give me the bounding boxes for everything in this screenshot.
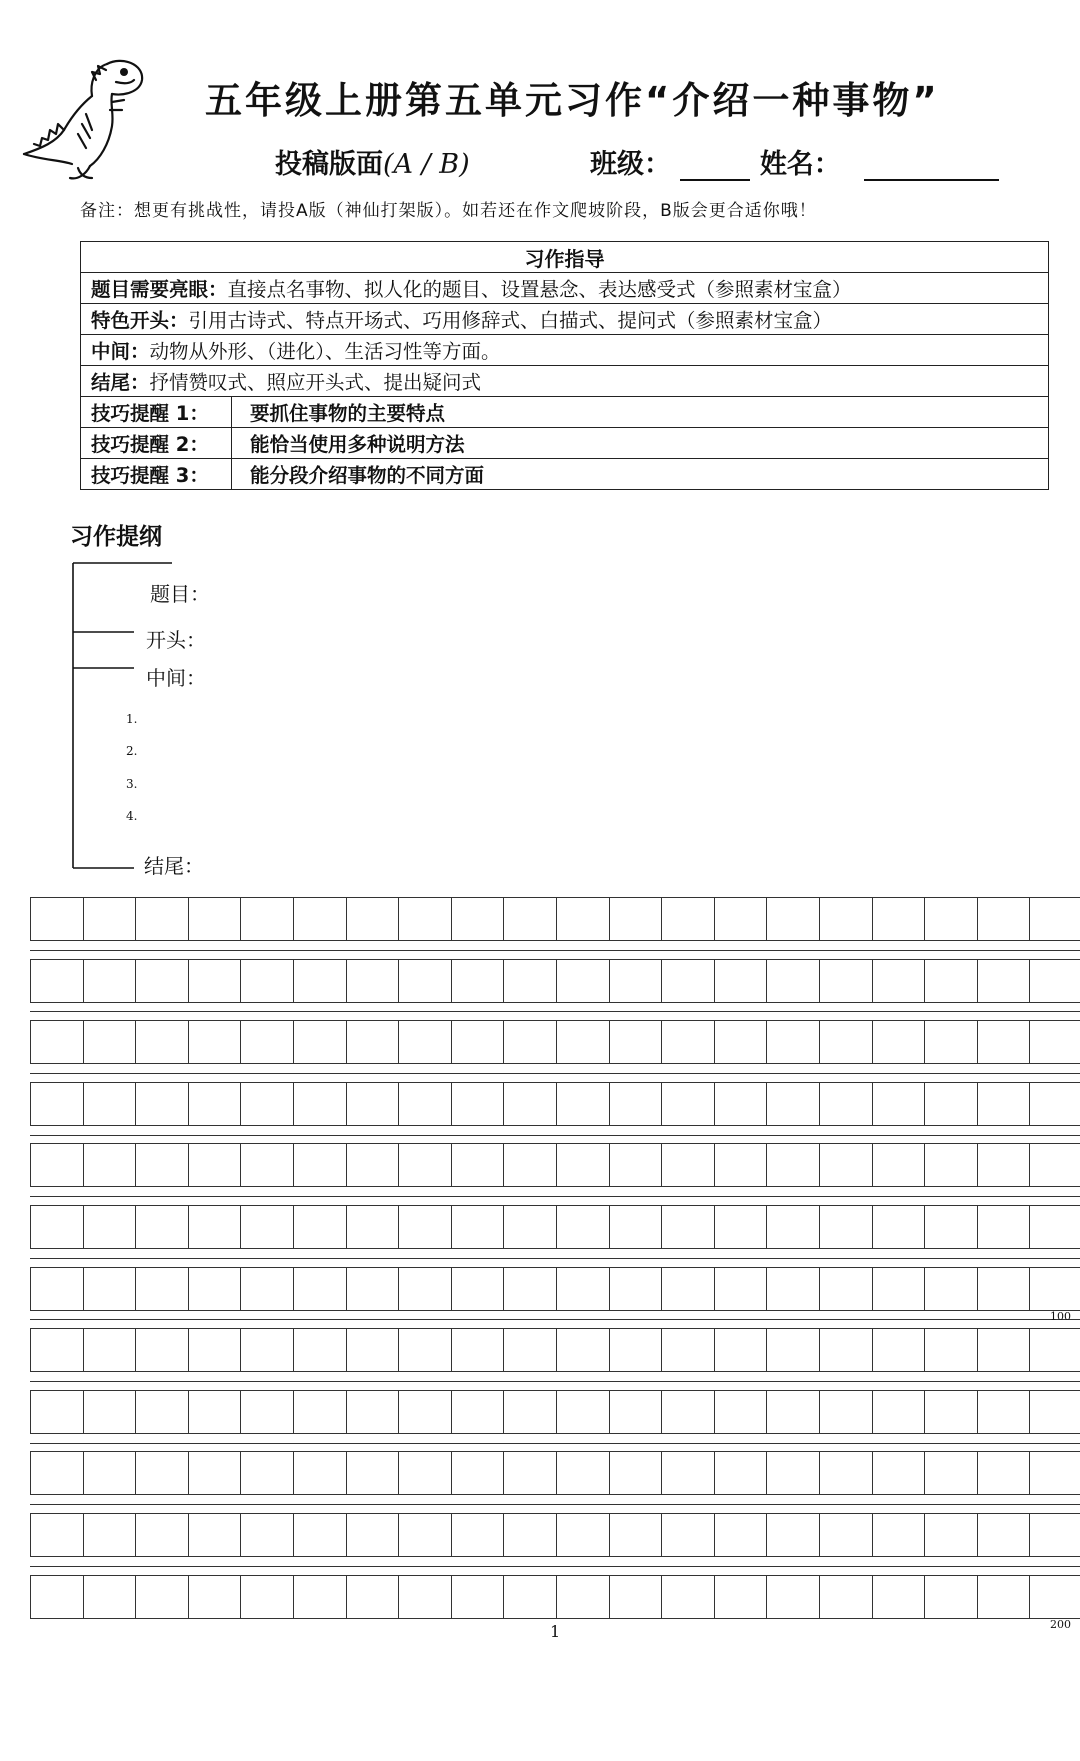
grid-cell[interactable] (240, 1143, 293, 1187)
grid-cell[interactable] (714, 1267, 767, 1311)
grid-cell[interactable] (609, 1143, 662, 1187)
grid-cell[interactable] (503, 1390, 556, 1434)
grid-cell[interactable] (346, 1205, 399, 1249)
grid-row (30, 1390, 1080, 1434)
grid-cell[interactable] (503, 1575, 556, 1619)
name-blank[interactable] (864, 151, 999, 181)
grid-cell[interactable] (872, 1390, 925, 1434)
grid-cell[interactable] (398, 1513, 451, 1557)
grid-cell[interactable] (83, 1082, 136, 1126)
grid-cell[interactable] (135, 1575, 188, 1619)
grid-cell[interactable] (714, 1082, 767, 1126)
grid-cell[interactable] (503, 1513, 556, 1557)
grid-cell[interactable] (188, 1143, 241, 1187)
grid-cell[interactable] (188, 1513, 241, 1557)
grid-cell[interactable] (609, 1451, 662, 1495)
grid-cell[interactable] (924, 1390, 977, 1434)
grid-cell[interactable] (1029, 1390, 1080, 1434)
grid-row (30, 1328, 1080, 1372)
grid-cell[interactable] (714, 1451, 767, 1495)
grid-cell[interactable] (240, 1575, 293, 1619)
grid-cell[interactable] (451, 897, 504, 941)
grid-cell[interactable] (977, 1451, 1030, 1495)
grid-cell[interactable] (83, 897, 136, 941)
grid-cell[interactable] (503, 1328, 556, 1372)
grid-cell[interactable] (556, 1575, 609, 1619)
grid-cell[interactable] (503, 1205, 556, 1249)
grid-cell[interactable] (188, 897, 241, 941)
grid-cell[interactable] (135, 959, 188, 1003)
grid-cell[interactable] (977, 897, 1030, 941)
grid-cell[interactable] (503, 1451, 556, 1495)
grid-cell[interactable] (503, 1143, 556, 1187)
grid-cell[interactable] (451, 1020, 504, 1064)
grid-cell[interactable] (83, 1328, 136, 1372)
grid-cell[interactable] (609, 1575, 662, 1619)
grid-cell[interactable] (609, 1328, 662, 1372)
grid-cell[interactable] (766, 1575, 819, 1619)
grid-cell[interactable] (1029, 959, 1080, 1003)
grid-cell[interactable] (30, 1390, 83, 1434)
grid-cell[interactable] (609, 1205, 662, 1249)
outline-title-label: 题目： (150, 582, 210, 606)
grid-cell[interactable] (819, 1513, 872, 1557)
grid-cell[interactable] (661, 1082, 714, 1126)
grid-cell[interactable] (83, 1205, 136, 1249)
tip-value: 能分段介绍事物的不同方面 (232, 459, 1049, 490)
grid-cell[interactable] (819, 1143, 872, 1187)
grid-cell[interactable] (398, 1451, 451, 1495)
grid-cell[interactable] (556, 1328, 609, 1372)
grid-cell[interactable] (556, 1143, 609, 1187)
grid-cell[interactable] (293, 897, 346, 941)
grid-cell[interactable] (661, 897, 714, 941)
grid-cell[interactable] (293, 959, 346, 1003)
grid-cell[interactable] (977, 1267, 1030, 1311)
grid-cell[interactable] (872, 1082, 925, 1126)
name-label: 姓名： (759, 149, 841, 180)
grid-cell[interactable] (135, 1205, 188, 1249)
edition-row (275, 142, 470, 181)
grid-cell[interactable] (1029, 1143, 1080, 1187)
grid-cell[interactable] (977, 1513, 1030, 1557)
grid-row (30, 1020, 1080, 1064)
grid-gap-line (30, 1566, 1080, 1567)
grid-cell[interactable] (714, 1020, 767, 1064)
grid-cell[interactable] (977, 1328, 1030, 1372)
grid-cell[interactable] (977, 1020, 1030, 1064)
grid-cell[interactable] (451, 1390, 504, 1434)
grid-cell[interactable] (714, 1575, 767, 1619)
tip-key: 技巧提醒 1： (81, 397, 232, 428)
grid-row (30, 1451, 1080, 1495)
grid-cell[interactable] (346, 897, 399, 941)
grid-cell[interactable] (766, 1513, 819, 1557)
outline-middle-label: 中间： (146, 666, 206, 690)
grid-cell[interactable] (1029, 1205, 1080, 1249)
tip-key: 技巧提醒 3： (81, 459, 232, 490)
guide-row: 结尾：抒情赞叹式、照应开头式、提出疑问式 (81, 366, 1049, 397)
page-number: 1 (550, 1622, 561, 1641)
grid-cell[interactable] (714, 1513, 767, 1557)
grid-cell[interactable] (346, 959, 399, 1003)
grid-cell[interactable] (924, 1451, 977, 1495)
grid-cell[interactable] (872, 1143, 925, 1187)
grid-cell[interactable] (451, 1513, 504, 1557)
grid-cell[interactable] (609, 1020, 662, 1064)
tip-key: 技巧提醒 2： (81, 428, 232, 459)
grid-cell[interactable] (977, 959, 1030, 1003)
outline-item: 1. (126, 712, 138, 726)
grid-cell[interactable] (30, 959, 83, 1003)
grid-cell[interactable] (661, 1020, 714, 1064)
grid-cell[interactable] (609, 1267, 662, 1311)
guide-row: 题目需要亮眼：直接点名事物、拟人化的题目、设置悬念、表达感受式（参照素材宝盒） (81, 273, 1049, 304)
grid-cell[interactable] (872, 1020, 925, 1064)
grid-gap-line (30, 1073, 1080, 1074)
grid-gap-line (30, 950, 1080, 951)
grid-cell[interactable] (819, 1082, 872, 1126)
grid-cell[interactable] (714, 1390, 767, 1434)
grid-cell[interactable] (451, 1328, 504, 1372)
grid-cell[interactable] (398, 1267, 451, 1311)
grid-cell[interactable] (819, 1328, 872, 1372)
grid-cell[interactable] (293, 1082, 346, 1126)
grid-cell[interactable] (556, 1082, 609, 1126)
grid-cell[interactable] (30, 897, 83, 941)
grid-cell[interactable] (503, 959, 556, 1003)
grid-cell[interactable] (30, 1513, 83, 1557)
grid-cell[interactable] (609, 959, 662, 1003)
grid-cell[interactable] (451, 959, 504, 1003)
grid-cell[interactable] (819, 897, 872, 941)
grid-cell[interactable] (135, 1513, 188, 1557)
grid-cell[interactable] (661, 1143, 714, 1187)
grid-cell[interactable] (293, 1513, 346, 1557)
class-label: 班级： (590, 149, 671, 180)
grid-cell[interactable] (1029, 1328, 1080, 1372)
grid-cell[interactable] (83, 1143, 136, 1187)
grid-cell[interactable] (83, 1020, 136, 1064)
grid-cell[interactable] (293, 1267, 346, 1311)
grid-cell[interactable] (135, 1390, 188, 1434)
grid-cell[interactable] (819, 1390, 872, 1434)
grid-cell[interactable] (819, 1020, 872, 1064)
grid-cell[interactable] (1029, 1082, 1080, 1126)
grid-cell[interactable] (872, 1205, 925, 1249)
grid-cell[interactable] (924, 959, 977, 1003)
note-text: 备注：想更有挑战性，请投A版（神仙打架版）。如若还在作文爬坡阶段，B版会更合适你哦！ (80, 201, 817, 221)
tip-value: 要抓住事物的主要特点 (232, 397, 1049, 428)
grid-cell[interactable] (451, 1451, 504, 1495)
grid-gap-line (30, 1443, 1080, 1444)
grid-cell[interactable] (240, 1205, 293, 1249)
outline-item: 2. (126, 744, 138, 758)
grid-cell[interactable] (556, 1267, 609, 1311)
grid-cell[interactable] (240, 897, 293, 941)
guide-heading: 习作指导 (81, 242, 1049, 273)
grid-cell[interactable] (661, 1575, 714, 1619)
class-blank[interactable] (680, 151, 750, 181)
grid-cell[interactable] (977, 1205, 1030, 1249)
grid-cell[interactable] (451, 1575, 504, 1619)
guide-table (80, 241, 1049, 490)
grid-cell[interactable] (977, 1390, 1030, 1434)
grid-cell[interactable] (83, 1390, 136, 1434)
page-title: 五年级上册第五单元习作“介绍一种事物” (205, 79, 940, 122)
grid-cell[interactable] (872, 1267, 925, 1311)
grid-cell[interactable] (1029, 1267, 1080, 1311)
grid-cell[interactable] (30, 1143, 83, 1187)
grid-gap-line (30, 1135, 1080, 1136)
outline-ending-label: 结尾： (144, 854, 204, 878)
grid-cell[interactable] (293, 1390, 346, 1434)
grid-cell[interactable] (766, 1451, 819, 1495)
grid-cell[interactable] (30, 1205, 83, 1249)
grid-cell[interactable] (766, 1205, 819, 1249)
grid-cell[interactable] (924, 1020, 977, 1064)
grid-cell[interactable] (188, 1205, 241, 1249)
dinosaur-mascot-icon (12, 44, 147, 184)
grid-cell[interactable] (609, 1082, 662, 1126)
grid-cell[interactable] (398, 1082, 451, 1126)
grid-cell[interactable] (872, 1451, 925, 1495)
grid-cell[interactable] (451, 1267, 504, 1311)
grid-cell[interactable] (398, 1328, 451, 1372)
grid-cell[interactable] (188, 1451, 241, 1495)
outline-item: 4. (126, 809, 138, 823)
grid-cell[interactable] (188, 959, 241, 1003)
grid-cell[interactable] (714, 1328, 767, 1372)
grid-cell[interactable] (398, 1575, 451, 1619)
grid-cell[interactable] (609, 897, 662, 941)
grid-cell[interactable] (135, 1082, 188, 1126)
grid-cell[interactable] (766, 897, 819, 941)
grid-row (30, 959, 1080, 1003)
grid-cell[interactable] (188, 1020, 241, 1064)
grid-cell[interactable] (977, 1575, 1030, 1619)
grid-gap-line (30, 1504, 1080, 1505)
grid-cell[interactable] (240, 1328, 293, 1372)
outline-opening-label: 开头： (146, 628, 206, 652)
grid-cell[interactable] (293, 1328, 346, 1372)
grid-cell[interactable] (398, 959, 451, 1003)
grid-cell[interactable] (188, 1575, 241, 1619)
grid-row (30, 897, 1080, 941)
grid-row (30, 1267, 1080, 1311)
grid-cell[interactable] (240, 1020, 293, 1064)
grid-row (30, 1575, 1080, 1619)
class-name-row (590, 142, 999, 181)
grid-cell[interactable] (714, 1205, 767, 1249)
grid-cell[interactable] (293, 1020, 346, 1064)
grid-cell[interactable] (135, 1267, 188, 1311)
grid-cell[interactable] (83, 1451, 136, 1495)
grid-cell[interactable] (240, 1451, 293, 1495)
grid-cell[interactable] (503, 1020, 556, 1064)
grid-cell[interactable] (398, 1205, 451, 1249)
grid-cell[interactable] (240, 1267, 293, 1311)
grid-cell[interactable] (240, 1082, 293, 1126)
outline-heading: 习作提纲 (70, 524, 162, 550)
grid-gap-line (30, 1011, 1080, 1012)
grid-cell[interactable] (293, 1205, 346, 1249)
outline-item: 3. (126, 777, 138, 791)
grid-cell[interactable] (872, 1575, 925, 1619)
grid-cell[interactable] (661, 1513, 714, 1557)
grid-cell[interactable] (346, 1513, 399, 1557)
grid-cell[interactable] (714, 1143, 767, 1187)
grid-cell[interactable] (661, 1328, 714, 1372)
grid-cell[interactable] (293, 1451, 346, 1495)
grid-cell[interactable] (819, 1267, 872, 1311)
edition-value: (A / B) (383, 149, 470, 180)
tip-value: 能恰当使用多种说明方法 (232, 428, 1049, 459)
grid-cell[interactable] (346, 1451, 399, 1495)
guide-row: 中间：动物从外形、（进化）、生活习性等方面。 (81, 335, 1049, 366)
grid-cell[interactable] (1029, 1451, 1080, 1495)
grid-cell[interactable] (503, 1267, 556, 1311)
grid-cell[interactable] (766, 1328, 819, 1372)
grid-cell[interactable] (83, 1575, 136, 1619)
grid-cell[interactable] (240, 1513, 293, 1557)
grid-row (30, 1082, 1080, 1126)
grid-cell[interactable] (766, 959, 819, 1003)
grid-cell[interactable] (924, 1267, 977, 1311)
grid-cell[interactable] (872, 1513, 925, 1557)
grid-gap-line (30, 1381, 1080, 1382)
grid-cell[interactable] (924, 1328, 977, 1372)
grid-cell[interactable] (398, 1390, 451, 1434)
grid-cell[interactable] (977, 1082, 1030, 1126)
grid-cell[interactable] (398, 1020, 451, 1064)
grid-cell[interactable] (556, 1390, 609, 1434)
grid-cell[interactable] (346, 1082, 399, 1126)
grid-cell[interactable] (188, 1390, 241, 1434)
grid-cell[interactable] (556, 1513, 609, 1557)
grid-cell[interactable] (924, 1575, 977, 1619)
grid-cell[interactable] (83, 1513, 136, 1557)
grid-cell[interactable] (819, 1451, 872, 1495)
grid-cell[interactable] (556, 1205, 609, 1249)
grid-cell[interactable] (503, 1082, 556, 1126)
grid-cell[interactable] (451, 1205, 504, 1249)
grid-cell[interactable] (398, 897, 451, 941)
grid-cell[interactable] (661, 1451, 714, 1495)
grid-cell[interactable] (30, 1328, 83, 1372)
grid-cell[interactable] (556, 1451, 609, 1495)
grid-cell[interactable] (398, 1143, 451, 1187)
grid-cell[interactable] (714, 959, 767, 1003)
grid-cell[interactable] (924, 1205, 977, 1249)
grid-cell[interactable] (819, 1575, 872, 1619)
grid-cell[interactable] (240, 1390, 293, 1434)
grid-cell[interactable] (30, 1451, 83, 1495)
grid-cell[interactable] (188, 1328, 241, 1372)
grid-cell[interactable] (30, 1020, 83, 1064)
grid-row (30, 1205, 1080, 1249)
grid-cell[interactable] (924, 897, 977, 941)
grid-cell[interactable] (766, 1082, 819, 1126)
grid-cell[interactable] (1029, 1575, 1080, 1619)
grid-cell[interactable] (609, 1513, 662, 1557)
grid-cell[interactable] (346, 1575, 399, 1619)
grid-cell[interactable] (661, 1205, 714, 1249)
grid-cell[interactable] (766, 1390, 819, 1434)
grid-cell[interactable] (135, 897, 188, 941)
grid-cell[interactable] (556, 897, 609, 941)
grid-cell[interactable] (346, 1020, 399, 1064)
grid-cell[interactable] (1029, 1020, 1080, 1064)
grid-row (30, 1513, 1080, 1557)
grid-row (30, 1143, 1080, 1187)
grid-cell[interactable] (293, 1575, 346, 1619)
grid-cell[interactable] (83, 1267, 136, 1311)
grid-cell[interactable] (30, 1082, 83, 1126)
grid-cell[interactable] (135, 1143, 188, 1187)
grid-cell[interactable] (872, 897, 925, 941)
grid-cell[interactable] (346, 1390, 399, 1434)
grid-cell[interactable] (872, 1328, 925, 1372)
edition-label: 投稿版面 (275, 149, 383, 180)
guide-row: 特色开头：引用古诗式、特点开场式、巧用修辞式、白描式、提问式（参照素材宝盒） (81, 304, 1049, 335)
grid-cell[interactable] (135, 1328, 188, 1372)
grid-cell[interactable] (661, 959, 714, 1003)
grid-cell[interactable] (924, 1082, 977, 1126)
grid-cell[interactable] (135, 1451, 188, 1495)
grid-cell[interactable] (1029, 1513, 1080, 1557)
grid-cell[interactable] (30, 1267, 83, 1311)
grid-cell[interactable] (924, 1513, 977, 1557)
grid-cell[interactable] (609, 1390, 662, 1434)
grid-cell[interactable] (766, 1143, 819, 1187)
grid-cell[interactable] (766, 1020, 819, 1064)
grid-cell[interactable] (556, 1020, 609, 1064)
grid-cell[interactable] (556, 959, 609, 1003)
grid-cell[interactable] (714, 897, 767, 941)
grid-cell[interactable] (240, 959, 293, 1003)
grid-cell[interactable] (83, 959, 136, 1003)
grid-cell[interactable] (346, 1143, 399, 1187)
grid-cell[interactable] (346, 1267, 399, 1311)
grid-cell[interactable] (135, 1020, 188, 1064)
grid-cell[interactable] (661, 1267, 714, 1311)
grid-cell[interactable] (819, 1205, 872, 1249)
grid-gap-line (30, 1258, 1080, 1259)
grid-cell[interactable] (293, 1143, 346, 1187)
grid-cell[interactable] (1029, 897, 1080, 941)
grid-cell[interactable] (661, 1390, 714, 1434)
grid-cell[interactable] (819, 959, 872, 1003)
grid-cell[interactable] (30, 1575, 83, 1619)
grid-cell[interactable] (766, 1267, 819, 1311)
grid-gap-line (30, 1319, 1080, 1320)
grid-cell[interactable] (977, 1143, 1030, 1187)
grid-cell[interactable] (188, 1082, 241, 1126)
grid-cell[interactable] (188, 1267, 241, 1311)
grid-cell[interactable] (872, 959, 925, 1003)
grid-cell[interactable] (451, 1082, 504, 1126)
grid-cell[interactable] (503, 897, 556, 941)
grid-gap-line (30, 1196, 1080, 1197)
grid-cell[interactable] (346, 1328, 399, 1372)
grid-cell[interactable] (451, 1143, 504, 1187)
grid-cell[interactable] (924, 1143, 977, 1187)
